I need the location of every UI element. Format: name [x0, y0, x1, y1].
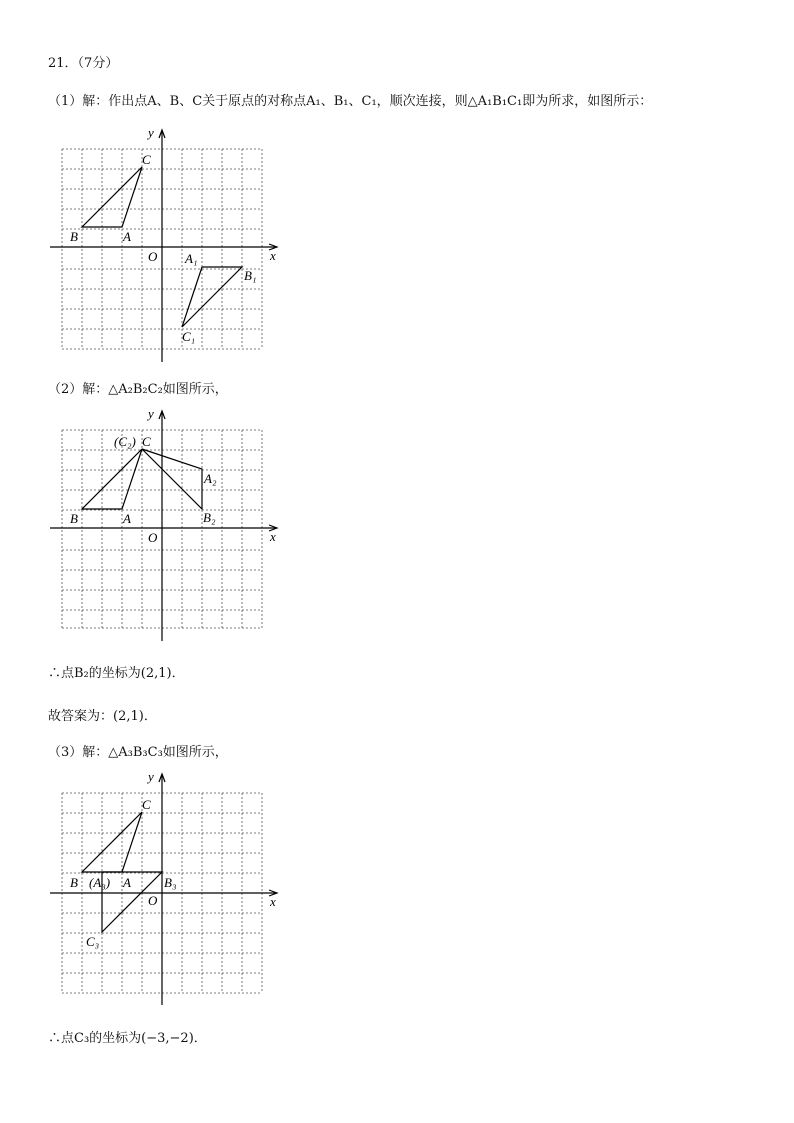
part1-text: （1）解：作出点A、B、C关于原点的对称点A₁、B₁、C₁，顺次连接，则△A₁B₁C₁即为所求，如图所示： — [48, 94, 653, 109]
label-a: A — [123, 875, 131, 890]
figure-1 — [48, 125, 288, 365]
label-b2: B₂ — [203, 510, 216, 525]
label-c: C — [142, 797, 151, 812]
problem-header: 21．（7分） — [48, 56, 119, 71]
label-c: C — [142, 152, 151, 167]
label-b: B — [70, 875, 78, 890]
x-axis-label: x — [270, 248, 276, 263]
label-b1: B₁ — [244, 268, 257, 283]
x-axis-label: x — [270, 894, 276, 909]
label-c1: C₁ — [182, 329, 196, 344]
label-a2: A₂ — [204, 471, 217, 486]
figure-2 — [48, 405, 288, 645]
triangle-a1b1c1 — [182, 267, 242, 327]
part2-text: （2）解：△A₂B₂C₂如图所示， — [48, 382, 228, 397]
label-b: B — [70, 511, 78, 526]
y-axis-label: y — [148, 406, 154, 421]
origin-label: O — [148, 249, 158, 264]
label-b: B — [70, 229, 78, 244]
triangle-abc — [82, 449, 142, 509]
figure-3 — [48, 768, 288, 1008]
part2-result: ∴点B₂的坐标为(2,1)． — [48, 666, 185, 681]
part3-text: （3）解：△A₃B₃C₃如图所示， — [48, 745, 228, 760]
label-a3: (A₃) — [89, 875, 111, 890]
y-axis-label: y — [148, 769, 154, 784]
triangle-a2b2c2 — [142, 449, 202, 509]
label-c: C — [142, 434, 151, 449]
triangle-abc — [82, 167, 142, 227]
label-a: A — [123, 511, 131, 526]
part3-result: ∴点C₃的坐标为(−3,−2)． — [48, 1031, 207, 1046]
x-axis-label: x — [270, 529, 276, 544]
label-a1: A₁ — [185, 251, 198, 266]
part2-answer: 故答案为：(2,1)． — [48, 709, 157, 724]
label-c2: (C₂) — [114, 434, 136, 449]
label-a: A — [123, 229, 131, 244]
label-c3: C₃ — [86, 934, 100, 949]
label-b3: B₃ — [164, 875, 177, 890]
origin-label: O — [148, 530, 158, 545]
triangle-abc — [82, 812, 142, 872]
y-axis-label: y — [148, 125, 154, 140]
origin-label: O — [148, 893, 158, 908]
